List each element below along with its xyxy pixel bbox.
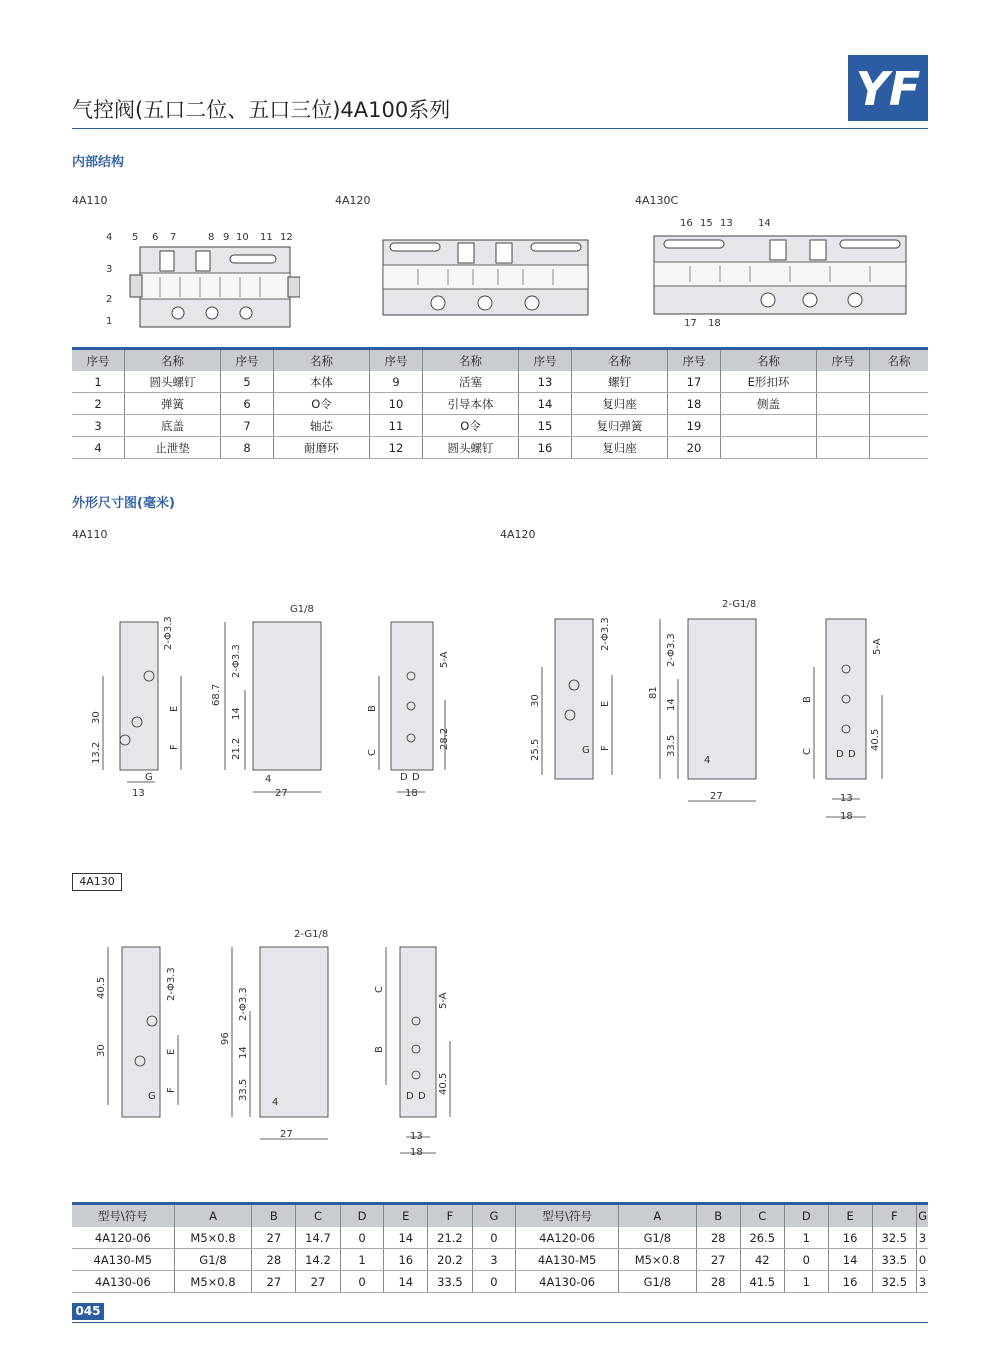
model-label-4a110-dims: 4A110 [72,528,108,541]
svg-text:B: B [802,696,813,703]
svg-text:G: G [145,772,153,783]
svg-text:2-Φ3.3: 2-Φ3.3 [600,617,611,651]
svg-text:D: D [418,1091,426,1102]
svg-text:27: 27 [275,788,288,799]
svg-text:13: 13 [132,788,145,799]
svg-text:15: 15 [700,218,713,229]
yf-logo [848,55,928,121]
svg-text:E: E [166,1048,177,1055]
model-label-4a130c: 4A130C [635,194,679,207]
svg-text:E: E [600,700,611,707]
svg-text:7: 7 [170,232,177,243]
svg-text:12: 12 [280,232,293,243]
svg-text:14: 14 [666,698,677,711]
svg-text:G: G [148,1091,156,1102]
section-dimensions: 外形尺寸图(毫米) [72,496,175,511]
svg-text:5-A: 5-A [438,992,449,1009]
dimension-drawing-4a120 [520,595,900,825]
svg-text:40.5: 40.5 [870,728,881,751]
svg-text:13: 13 [840,793,853,804]
table-row: 4A130-M5 G1/8 28 14.2 1 16 20.2 3 4A130-M5 M5×0.8 27 42 0 14 33.5 0 [72,1249,928,1271]
internal-drawing-4a120 [378,235,593,320]
svg-text:2-Φ3.3: 2-Φ3.3 [166,967,177,1001]
svg-text:30: 30 [530,694,541,707]
svg-text:2-Φ3.3: 2-Φ3.3 [231,644,242,678]
svg-text:16: 16 [680,218,693,229]
svg-text:2: 2 [106,294,113,305]
footer-divider [72,1322,928,1323]
model-label-4a120: 4A120 [335,194,371,207]
svg-text:G: G [582,745,590,756]
table-row: 3 底盖 7 轴芯 11 O令 15 复归弹簧 19 [72,415,928,437]
svg-text:6: 6 [152,232,159,243]
svg-text:5-A: 5-A [872,638,883,655]
dims-table-header: 型号\符号 A B C D E F G 型号\符号 A B C D E F G [72,1204,928,1228]
svg-text:33.5: 33.5 [238,1078,249,1101]
svg-text:21.2: 21.2 [231,737,242,760]
svg-text:13: 13 [720,218,733,229]
svg-text:96: 96 [220,1032,231,1045]
svg-text:2-G1/8: 2-G1/8 [722,599,757,610]
svg-text:F: F [166,1087,177,1093]
page-number: 045 [72,1303,104,1320]
svg-text:40.5: 40.5 [438,1072,449,1095]
svg-text:27: 27 [280,1129,293,1140]
logo-text: YF [855,62,921,116]
svg-text:11: 11 [260,232,273,243]
model-label-4a120-dims: 4A120 [500,528,536,541]
table-row: 4 止泄垫 8 耐磨环 12 圆头螺钉 16 复归座 20 [72,437,928,459]
svg-text:C: C [367,749,378,756]
section-internal-structure: 内部结构 [72,155,125,170]
title-divider [72,128,928,129]
svg-text:2-G1/8: 2-G1/8 [294,929,329,940]
svg-text:C: C [374,986,385,993]
svg-text:30: 30 [91,711,102,724]
svg-text:G1/8: G1/8 [290,604,314,615]
svg-text:4: 4 [704,755,711,766]
svg-text:14: 14 [231,707,242,720]
svg-text:F: F [169,744,180,750]
svg-text:81: 81 [648,686,659,699]
svg-text:14: 14 [238,1046,249,1059]
internal-drawing-4a110 [100,225,300,330]
svg-text:D: D [848,749,856,760]
svg-text:27: 27 [710,791,723,802]
svg-text:D: D [400,772,408,783]
svg-text:18: 18 [405,788,418,799]
svg-text:4: 4 [106,232,113,243]
model-label-4a130-dims: 4A130 [72,873,122,891]
svg-text:28.2: 28.2 [439,727,450,750]
svg-text:33.5: 33.5 [666,734,677,757]
internal-drawing-4a130c [650,212,910,332]
svg-text:C: C [802,748,813,755]
svg-text:9: 9 [223,232,230,243]
table-row: 4A120-06 M5×0.8 27 14.7 0 14 21.2 0 4A120-06 G1/8 28 26.5 1 16 32.5 3 [72,1227,928,1249]
svg-text:D: D [836,749,844,760]
svg-text:2-Φ3.3: 2-Φ3.3 [238,987,249,1021]
svg-text:B: B [374,1046,385,1053]
svg-text:18: 18 [840,811,853,822]
svg-text:4: 4 [265,774,272,785]
table-row: 2 弹簧 6 O令 10 引导本体 14 复归座 18 侧盖 [72,393,928,415]
svg-text:B: B [367,705,378,712]
svg-text:13.2: 13.2 [91,741,102,764]
svg-text:10: 10 [236,232,249,243]
svg-text:5: 5 [132,232,139,243]
svg-text:4: 4 [272,1097,279,1108]
svg-text:D: D [406,1091,414,1102]
svg-text:D: D [412,772,420,783]
dimension-drawing-4a110 [85,600,465,805]
svg-text:17: 17 [684,318,697,329]
svg-text:5-A: 5-A [439,651,450,668]
svg-text:68.7: 68.7 [211,683,222,706]
parts-table [72,347,928,459]
svg-text:3: 3 [106,264,113,275]
model-label-4a110: 4A110 [72,194,108,207]
svg-text:18: 18 [708,318,721,329]
svg-text:1: 1 [106,316,113,327]
svg-text:25.5: 25.5 [530,738,541,761]
svg-text:2-Φ3.3: 2-Φ3.3 [163,616,174,650]
parts-table-header: 序号 名称 序号 名称 序号 名称 序号 名称 序号 名称 序号 名称 [72,349,928,372]
svg-text:40.5: 40.5 [96,976,107,999]
svg-text:13: 13 [410,1131,423,1142]
svg-text:8: 8 [208,232,215,243]
dimension-drawing-4a130 [90,925,470,1165]
dimensions-table [72,1202,928,1293]
svg-text:14: 14 [758,218,771,229]
table-row: 4A130-06 M5×0.8 27 27 0 14 33.5 0 4A130-06 G1/8 28 41.5 1 16 32.5 3 [72,1271,928,1293]
svg-text:F: F [600,745,611,751]
table-row: 1 圆头螺钉 5 本体 9 活塞 13 螺钉 17 E形扣环 [72,371,928,393]
page-title: 气控阀(五口二位、五口三位)4A100系列 [72,98,451,122]
svg-text:2-Φ3.3: 2-Φ3.3 [666,633,677,667]
svg-text:30: 30 [96,1044,107,1057]
svg-text:18: 18 [410,1147,423,1158]
svg-text:E: E [169,705,180,712]
